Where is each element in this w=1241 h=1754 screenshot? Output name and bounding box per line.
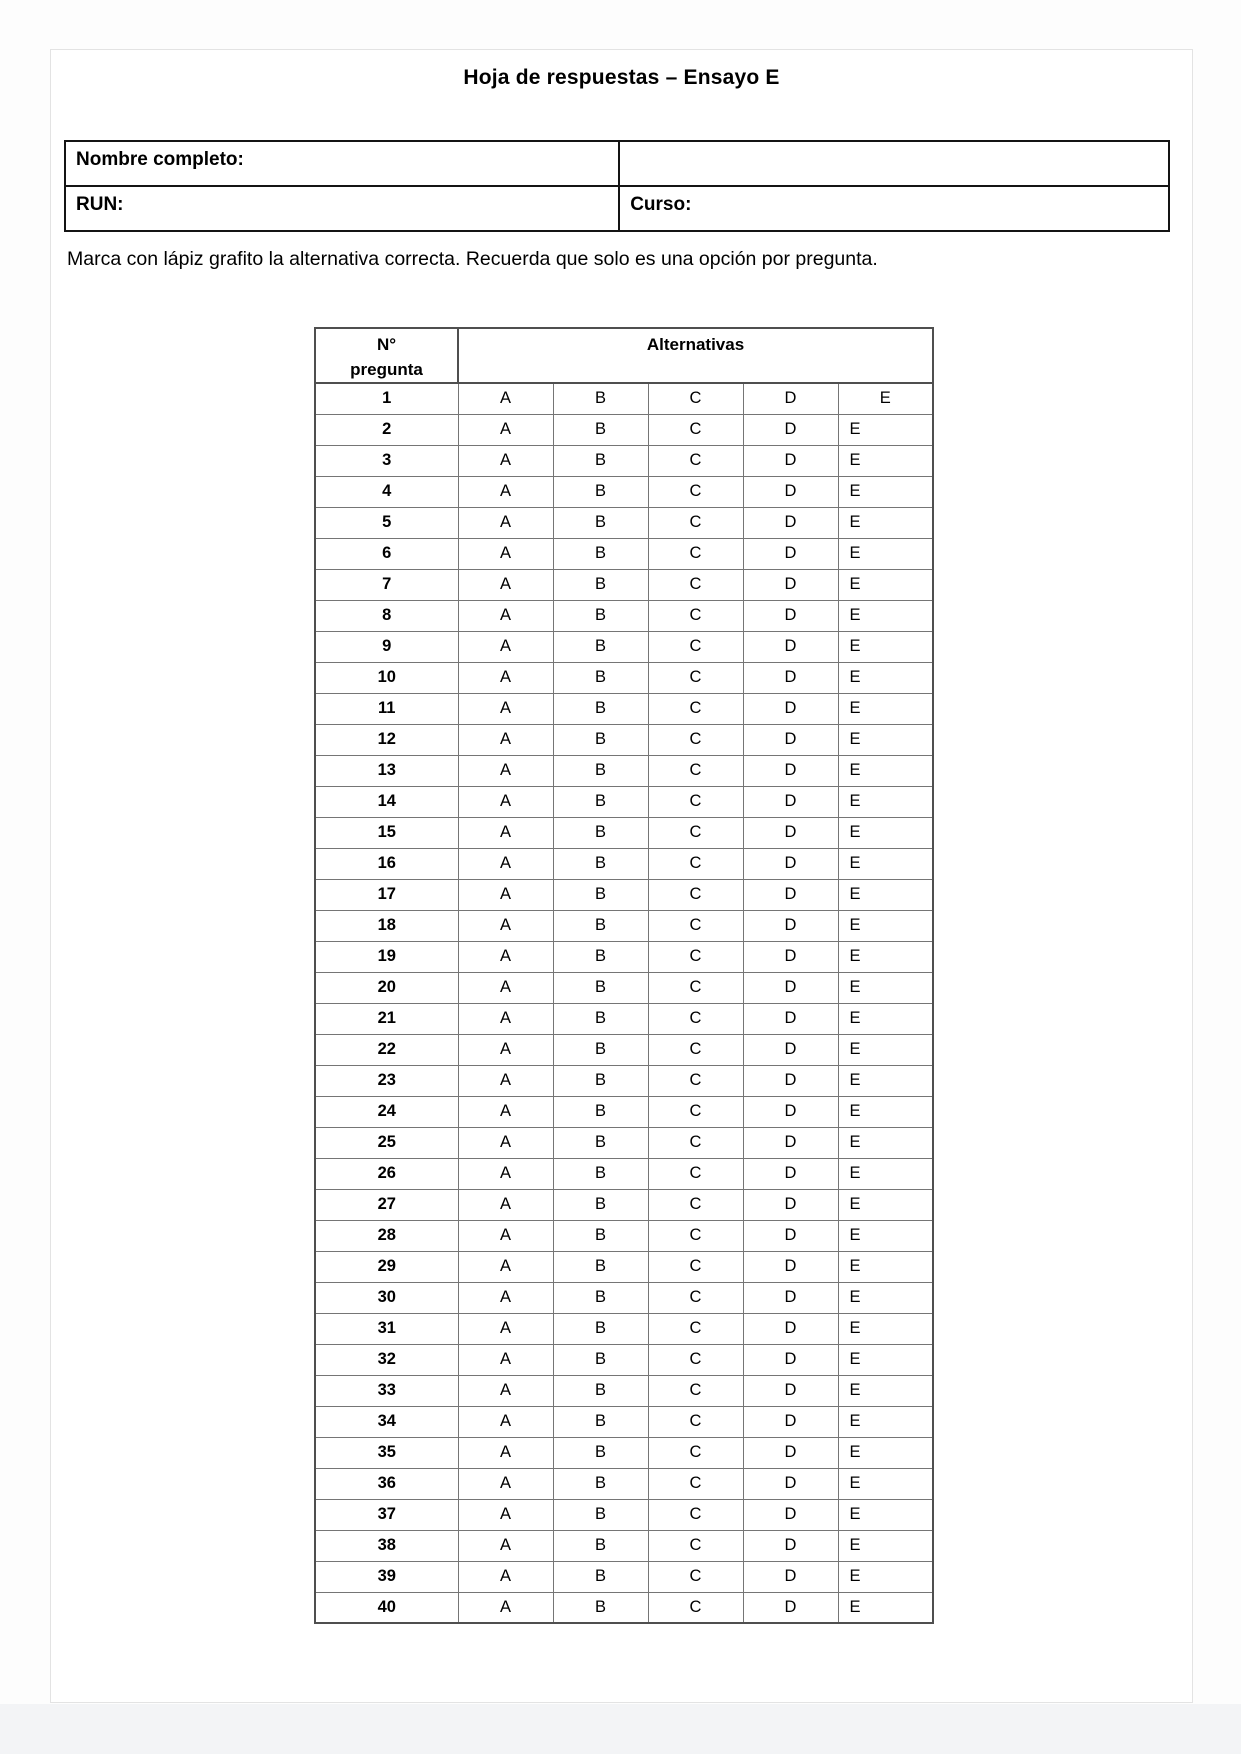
run-label-cell: RUN: xyxy=(65,186,619,231)
question-number: 30 xyxy=(315,1282,458,1313)
table-row xyxy=(315,1034,933,1065)
question-number: 9 xyxy=(315,631,458,662)
option-cell-c: C xyxy=(648,569,743,600)
option-cell-b: B xyxy=(553,1592,648,1623)
option-cell-c: C xyxy=(648,476,743,507)
option-cell-d: D xyxy=(743,1003,838,1034)
option-cell-e: E xyxy=(838,1251,933,1282)
option-cell-e: E xyxy=(838,910,933,941)
option-cell-e: E xyxy=(838,538,933,569)
question-number: 2 xyxy=(315,414,458,445)
option-cell-d: D xyxy=(743,724,838,755)
option-cell-a: A xyxy=(458,1003,553,1034)
question-number: 8 xyxy=(315,600,458,631)
option-cell-a: A xyxy=(458,569,553,600)
option-cell-c: C xyxy=(648,662,743,693)
option-cell-d: D xyxy=(743,972,838,1003)
option-cell-c: C xyxy=(648,1437,743,1468)
option-cell-a: A xyxy=(458,383,553,414)
table-row xyxy=(315,445,933,476)
option-cell-e: E xyxy=(838,1065,933,1096)
option-cell-a: A xyxy=(458,1313,553,1344)
option-cell-a: A xyxy=(458,476,553,507)
answer-grid-header-row xyxy=(315,328,933,383)
question-number: 32 xyxy=(315,1344,458,1375)
option-cell-b: B xyxy=(553,662,648,693)
option-cell-a: A xyxy=(458,445,553,476)
option-cell-b: B xyxy=(553,1096,648,1127)
option-cell-c: C xyxy=(648,693,743,724)
option-cell-c: C xyxy=(648,631,743,662)
table-row xyxy=(315,1592,933,1623)
question-number: 36 xyxy=(315,1468,458,1499)
option-cell-c: C xyxy=(648,786,743,817)
option-cell-e: E xyxy=(838,476,933,507)
table-row xyxy=(315,1437,933,1468)
option-cell-b: B xyxy=(553,1375,648,1406)
option-cell-c: C xyxy=(648,507,743,538)
question-number: 29 xyxy=(315,1251,458,1282)
option-cell-c: C xyxy=(648,910,743,941)
option-cell-a: A xyxy=(458,1251,553,1282)
option-cell-c: C xyxy=(648,1251,743,1282)
option-cell-e: E xyxy=(838,445,933,476)
option-cell-d: D xyxy=(743,1282,838,1313)
option-cell-b: B xyxy=(553,538,648,569)
option-cell-b: B xyxy=(553,414,648,445)
option-cell-b: B xyxy=(553,569,648,600)
option-cell-d: D xyxy=(743,662,838,693)
option-cell-a: A xyxy=(458,1499,553,1530)
question-number: 22 xyxy=(315,1034,458,1065)
option-cell-b: B xyxy=(553,910,648,941)
option-cell-b: B xyxy=(553,1499,648,1530)
option-cell-a: A xyxy=(458,972,553,1003)
option-cell-b: B xyxy=(553,1561,648,1592)
option-cell-b: B xyxy=(553,879,648,910)
option-cell-b: B xyxy=(553,1158,648,1189)
option-cell-a: A xyxy=(458,631,553,662)
option-cell-c: C xyxy=(648,445,743,476)
option-cell-a: A xyxy=(458,910,553,941)
option-cell-e: E xyxy=(838,1282,933,1313)
option-cell-b: B xyxy=(553,445,648,476)
option-cell-e: E xyxy=(838,1096,933,1127)
option-cell-a: A xyxy=(458,600,553,631)
question-number: 39 xyxy=(315,1561,458,1592)
alternatives-header: Alternativas xyxy=(458,328,933,383)
option-cell-d: D xyxy=(743,538,838,569)
question-number: 13 xyxy=(315,755,458,786)
option-cell-d: D xyxy=(743,1034,838,1065)
table-row xyxy=(315,848,933,879)
table-row xyxy=(315,1530,933,1561)
option-cell-e: E xyxy=(838,1313,933,1344)
option-cell-a: A xyxy=(458,817,553,848)
question-number: 40 xyxy=(315,1592,458,1623)
option-cell-d: D xyxy=(743,1313,838,1344)
table-row xyxy=(315,1499,933,1530)
table-row xyxy=(315,476,933,507)
option-cell-d: D xyxy=(743,1561,838,1592)
option-cell-d: D xyxy=(743,1592,838,1623)
question-number: 34 xyxy=(315,1406,458,1437)
option-cell-b: B xyxy=(553,476,648,507)
option-cell-b: B xyxy=(553,507,648,538)
option-cell-a: A xyxy=(458,755,553,786)
option-cell-b: B xyxy=(553,1313,648,1344)
option-cell-c: C xyxy=(648,755,743,786)
option-cell-b: B xyxy=(553,972,648,1003)
option-cell-e: E xyxy=(838,1344,933,1375)
option-cell-d: D xyxy=(743,817,838,848)
option-cell-e: E xyxy=(838,569,933,600)
question-number: 1 xyxy=(315,383,458,414)
option-cell-d: D xyxy=(743,910,838,941)
option-cell-e: E xyxy=(838,1406,933,1437)
option-cell-c: C xyxy=(648,600,743,631)
option-cell-e: E xyxy=(838,383,933,414)
option-cell-d: D xyxy=(743,569,838,600)
option-cell-b: B xyxy=(553,817,648,848)
option-cell-a: A xyxy=(458,941,553,972)
option-cell-e: E xyxy=(838,631,933,662)
option-cell-d: D xyxy=(743,1375,838,1406)
option-cell-e: E xyxy=(838,755,933,786)
table-row xyxy=(315,1406,933,1437)
question-number: 31 xyxy=(315,1313,458,1344)
option-cell-d: D xyxy=(743,631,838,662)
option-cell-d: D xyxy=(743,879,838,910)
option-cell-e: E xyxy=(838,1530,933,1561)
option-cell-b: B xyxy=(553,724,648,755)
option-cell-a: A xyxy=(458,414,553,445)
option-cell-d: D xyxy=(743,414,838,445)
question-number: 3 xyxy=(315,445,458,476)
option-cell-c: C xyxy=(648,1220,743,1251)
option-cell-c: C xyxy=(648,1003,743,1034)
question-number: 11 xyxy=(315,693,458,724)
option-cell-b: B xyxy=(553,848,648,879)
question-number: 10 xyxy=(315,662,458,693)
table-row xyxy=(315,600,933,631)
option-cell-c: C xyxy=(648,972,743,1003)
option-cell-c: C xyxy=(648,879,743,910)
option-cell-c: C xyxy=(648,1189,743,1220)
table-row xyxy=(315,414,933,445)
option-cell-e: E xyxy=(838,693,933,724)
option-cell-c: C xyxy=(648,1158,743,1189)
option-cell-d: D xyxy=(743,786,838,817)
question-number: 25 xyxy=(315,1127,458,1158)
option-cell-d: D xyxy=(743,755,838,786)
option-cell-b: B xyxy=(553,786,648,817)
option-cell-b: B xyxy=(553,600,648,631)
option-cell-b: B xyxy=(553,1220,648,1251)
option-cell-b: B xyxy=(553,1127,648,1158)
option-cell-c: C xyxy=(648,1592,743,1623)
option-cell-a: A xyxy=(458,1592,553,1623)
question-number-header-line1: N° xyxy=(376,335,397,354)
option-cell-c: C xyxy=(648,1468,743,1499)
option-cell-c: C xyxy=(648,1375,743,1406)
option-cell-e: E xyxy=(838,414,933,445)
option-cell-a: A xyxy=(458,1375,553,1406)
option-cell-b: B xyxy=(553,1065,648,1096)
option-cell-e: E xyxy=(838,1158,933,1189)
table-row xyxy=(315,1127,933,1158)
option-cell-e: E xyxy=(838,786,933,817)
question-number: 6 xyxy=(315,538,458,569)
option-cell-d: D xyxy=(743,1437,838,1468)
option-cell-c: C xyxy=(648,817,743,848)
option-cell-a: A xyxy=(458,507,553,538)
option-cell-e: E xyxy=(838,1375,933,1406)
option-cell-e: E xyxy=(838,1592,933,1623)
option-cell-d: D xyxy=(743,941,838,972)
table-row xyxy=(315,786,933,817)
option-cell-d: D xyxy=(743,383,838,414)
name-value-cell xyxy=(619,141,1169,186)
question-number: 20 xyxy=(315,972,458,1003)
question-number: 33 xyxy=(315,1375,458,1406)
option-cell-d: D xyxy=(743,1127,838,1158)
option-cell-d: D xyxy=(743,693,838,724)
question-number: 37 xyxy=(315,1499,458,1530)
option-cell-b: B xyxy=(553,941,648,972)
option-cell-b: B xyxy=(553,1251,648,1282)
option-cell-a: A xyxy=(458,879,553,910)
table-row xyxy=(315,1344,933,1375)
option-cell-c: C xyxy=(648,1096,743,1127)
table-row xyxy=(315,1282,933,1313)
option-cell-d: D xyxy=(743,1530,838,1561)
option-cell-b: B xyxy=(553,1344,648,1375)
option-cell-e: E xyxy=(838,1034,933,1065)
answer-sheet-page xyxy=(50,49,1193,1703)
option-cell-d: D xyxy=(743,1096,838,1127)
page-gap xyxy=(0,1704,1241,1754)
table-row xyxy=(315,910,933,941)
option-cell-e: E xyxy=(838,1003,933,1034)
table-row xyxy=(315,1065,933,1096)
question-number: 24 xyxy=(315,1096,458,1127)
option-cell-a: A xyxy=(458,1065,553,1096)
option-cell-a: A xyxy=(458,1530,553,1561)
option-cell-a: A xyxy=(458,693,553,724)
question-number: 21 xyxy=(315,1003,458,1034)
question-number: 15 xyxy=(315,817,458,848)
option-cell-b: B xyxy=(553,1189,648,1220)
option-cell-b: B xyxy=(553,1437,648,1468)
table-row xyxy=(315,693,933,724)
option-cell-c: C xyxy=(648,414,743,445)
option-cell-c: C xyxy=(648,1313,743,1344)
option-cell-c: C xyxy=(648,1406,743,1437)
table-row xyxy=(315,1220,933,1251)
option-cell-a: A xyxy=(458,1468,553,1499)
answer-grid-table xyxy=(314,327,934,1624)
table-row xyxy=(315,1375,933,1406)
question-number-header xyxy=(315,328,458,383)
table-row xyxy=(315,972,933,1003)
option-cell-e: E xyxy=(838,507,933,538)
option-cell-a: A xyxy=(458,1344,553,1375)
option-cell-b: B xyxy=(553,1034,648,1065)
option-cell-c: C xyxy=(648,724,743,755)
option-cell-d: D xyxy=(743,1189,838,1220)
question-number: 26 xyxy=(315,1158,458,1189)
table-row xyxy=(315,383,933,414)
option-cell-d: D xyxy=(743,1065,838,1096)
option-cell-b: B xyxy=(553,755,648,786)
option-cell-d: D xyxy=(743,507,838,538)
option-cell-c: C xyxy=(648,1561,743,1592)
option-cell-a: A xyxy=(458,1189,553,1220)
instruction-text: Marca con lápiz grafito la alternativa correcta. Recuerda que solo es una opción por pregunta. xyxy=(67,248,878,270)
question-number: 7 xyxy=(315,569,458,600)
question-number: 28 xyxy=(315,1220,458,1251)
option-cell-e: E xyxy=(838,600,933,631)
option-cell-b: B xyxy=(553,383,648,414)
option-cell-b: B xyxy=(553,1406,648,1437)
option-cell-a: A xyxy=(458,662,553,693)
option-cell-c: C xyxy=(648,538,743,569)
option-cell-a: A xyxy=(458,1561,553,1592)
table-row xyxy=(315,879,933,910)
table-row xyxy=(315,569,933,600)
table-row xyxy=(315,538,933,569)
option-cell-b: B xyxy=(553,631,648,662)
option-cell-d: D xyxy=(743,1344,838,1375)
option-cell-b: B xyxy=(553,1530,648,1561)
option-cell-a: A xyxy=(458,1158,553,1189)
option-cell-d: D xyxy=(743,1220,838,1251)
option-cell-c: C xyxy=(648,383,743,414)
option-cell-c: C xyxy=(648,1034,743,1065)
question-number: 16 xyxy=(315,848,458,879)
page-title: Hoja de respuestas – Ensayo E xyxy=(463,66,780,89)
option-cell-c: C xyxy=(648,1499,743,1530)
student-info-table xyxy=(64,140,1170,232)
option-cell-a: A xyxy=(458,1096,553,1127)
option-cell-e: E xyxy=(838,941,933,972)
option-cell-a: A xyxy=(458,1437,553,1468)
option-cell-b: B xyxy=(553,693,648,724)
option-cell-e: E xyxy=(838,848,933,879)
option-cell-c: C xyxy=(648,1127,743,1158)
table-row xyxy=(315,1561,933,1592)
option-cell-c: C xyxy=(648,941,743,972)
option-cell-e: E xyxy=(838,1561,933,1592)
option-cell-e: E xyxy=(838,724,933,755)
question-number: 23 xyxy=(315,1065,458,1096)
option-cell-c: C xyxy=(648,1282,743,1313)
option-cell-e: E xyxy=(838,1220,933,1251)
table-row xyxy=(315,507,933,538)
option-cell-c: C xyxy=(648,1344,743,1375)
name-label-cell: Nombre completo: xyxy=(65,141,619,186)
question-number: 18 xyxy=(315,910,458,941)
option-cell-e: E xyxy=(838,817,933,848)
option-cell-a: A xyxy=(458,724,553,755)
table-row xyxy=(315,1096,933,1127)
question-number: 27 xyxy=(315,1189,458,1220)
table-row xyxy=(315,1003,933,1034)
info-row-run-curso xyxy=(65,186,1169,231)
question-number: 4 xyxy=(315,476,458,507)
option-cell-d: D xyxy=(743,445,838,476)
table-row xyxy=(315,817,933,848)
info-row-name xyxy=(65,141,1169,186)
option-cell-b: B xyxy=(553,1003,648,1034)
table-row xyxy=(315,1189,933,1220)
question-number: 12 xyxy=(315,724,458,755)
table-row xyxy=(315,1251,933,1282)
table-row xyxy=(315,1158,933,1189)
question-number: 35 xyxy=(315,1437,458,1468)
option-cell-e: E xyxy=(838,662,933,693)
option-cell-d: D xyxy=(743,1468,838,1499)
table-row xyxy=(315,724,933,755)
table-row xyxy=(315,941,933,972)
question-number: 17 xyxy=(315,879,458,910)
option-cell-a: A xyxy=(458,1127,553,1158)
option-cell-d: D xyxy=(743,1499,838,1530)
option-cell-b: B xyxy=(553,1468,648,1499)
question-number: 5 xyxy=(315,507,458,538)
option-cell-c: C xyxy=(648,848,743,879)
question-number: 19 xyxy=(315,941,458,972)
option-cell-d: D xyxy=(743,1158,838,1189)
option-cell-a: A xyxy=(458,1406,553,1437)
option-cell-c: C xyxy=(648,1530,743,1561)
curso-label-cell: Curso: xyxy=(619,186,1169,231)
table-row xyxy=(315,755,933,786)
table-row xyxy=(315,631,933,662)
option-cell-e: E xyxy=(838,1127,933,1158)
option-cell-a: A xyxy=(458,848,553,879)
option-cell-a: A xyxy=(458,1220,553,1251)
option-cell-a: A xyxy=(458,786,553,817)
question-number: 38 xyxy=(315,1530,458,1561)
table-row xyxy=(315,1313,933,1344)
option-cell-a: A xyxy=(458,1034,553,1065)
option-cell-b: B xyxy=(553,1282,648,1313)
table-row xyxy=(315,662,933,693)
option-cell-d: D xyxy=(743,1406,838,1437)
question-number: 14 xyxy=(315,786,458,817)
option-cell-a: A xyxy=(458,1282,553,1313)
option-cell-d: D xyxy=(743,848,838,879)
option-cell-d: D xyxy=(743,476,838,507)
option-cell-e: E xyxy=(838,1437,933,1468)
option-cell-d: D xyxy=(743,1251,838,1282)
option-cell-e: E xyxy=(838,879,933,910)
question-number-header-line2: pregunta xyxy=(350,360,423,379)
option-cell-e: E xyxy=(838,1468,933,1499)
option-cell-e: E xyxy=(838,972,933,1003)
option-cell-e: E xyxy=(838,1499,933,1530)
option-cell-d: D xyxy=(743,600,838,631)
table-row xyxy=(315,1468,933,1499)
option-cell-c: C xyxy=(648,1065,743,1096)
option-cell-e: E xyxy=(838,1189,933,1220)
option-cell-a: A xyxy=(458,538,553,569)
